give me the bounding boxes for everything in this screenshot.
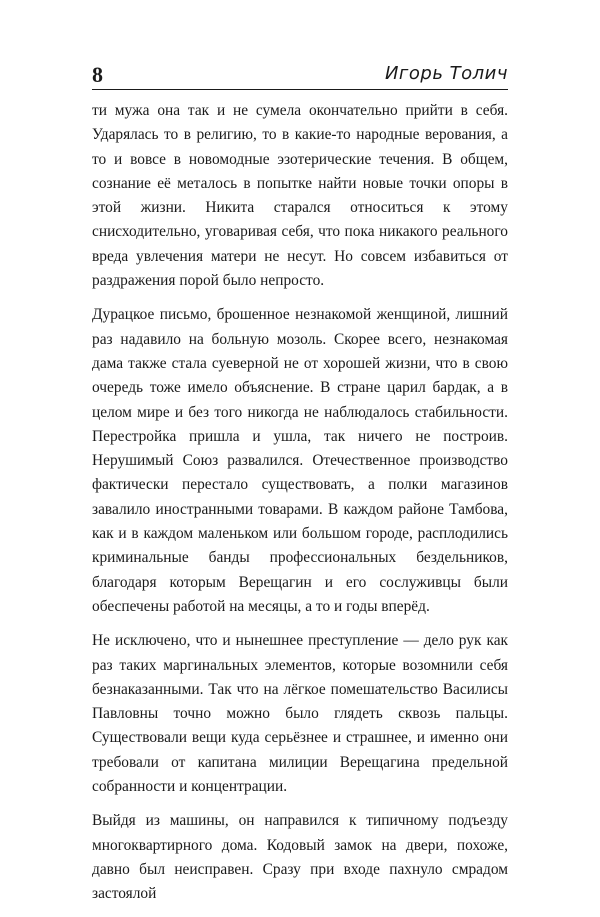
running-head-author: Игорь Толич: [384, 63, 508, 84]
paragraph: Дурацкое письмо, брошенное незнакомой женщиной, лишний раз надавило на больную мозоль. Скорее всего, незнакомая дама также стала суеверной не от хорошей жизни, что в свою очередь тоже имело объяснение. В стране царил бардак, а в целом мире и без того никогда не наблюдалось стабильности. Перестройка пришла и ушла, так ничего не построив. Нерушимый Союз развалился. Отечественное производство фактически перестало существовать, а полки магазинов завалило иностранными товарами. В каждом районе Тамбова, как и в каждом маленьком или большом городе, расплодились криминальные банды профессиональных бездельников, благодаря которым Верещагин и его сослуживцы были обеспечены работой на месяцы, а то и годы вперёд.: [92, 306, 508, 615]
paragraph: Выйдя из машины, он направился к типичному подъезду многоквартирного дома. Кодовый замок на двери, похоже, давно был неисправен. Сразу при входе пахнуло смрадом застоялой: [92, 812, 508, 903]
paragraph: ти мужа она так и не сумела окончательно прийти в себя. Ударялась то в религию, то в какие-то народные верования, а то и вовсе в новомодные эзотерические течения. В общем, сознание её металось в попытке найти новые точки опоры в этой жизни. Никита старался относиться к этому снисходительно, уговаривая себя, что пока никакого реального вреда увлечения матери не несут. Но совсем избавиться от раздражения порой было непросто.: [92, 102, 508, 290]
header-divider: [92, 89, 508, 90]
paragraph: Не исключено, что и нынешнее преступление — дело рук как раз таких маргинальных элементов, которые возомнили себя безнаказанными. Так что на лёгкое помешательство Василисы Павловны точно можно было глядеть сквозь пальцы. Существовали вещи куда серьёзнее и страшнее, и именно они требовали от капитана милиции Верещагина предельной собранности и концентрации.: [92, 632, 508, 796]
page-number: 8: [92, 62, 103, 87]
page-body: [92, 99, 508, 917]
